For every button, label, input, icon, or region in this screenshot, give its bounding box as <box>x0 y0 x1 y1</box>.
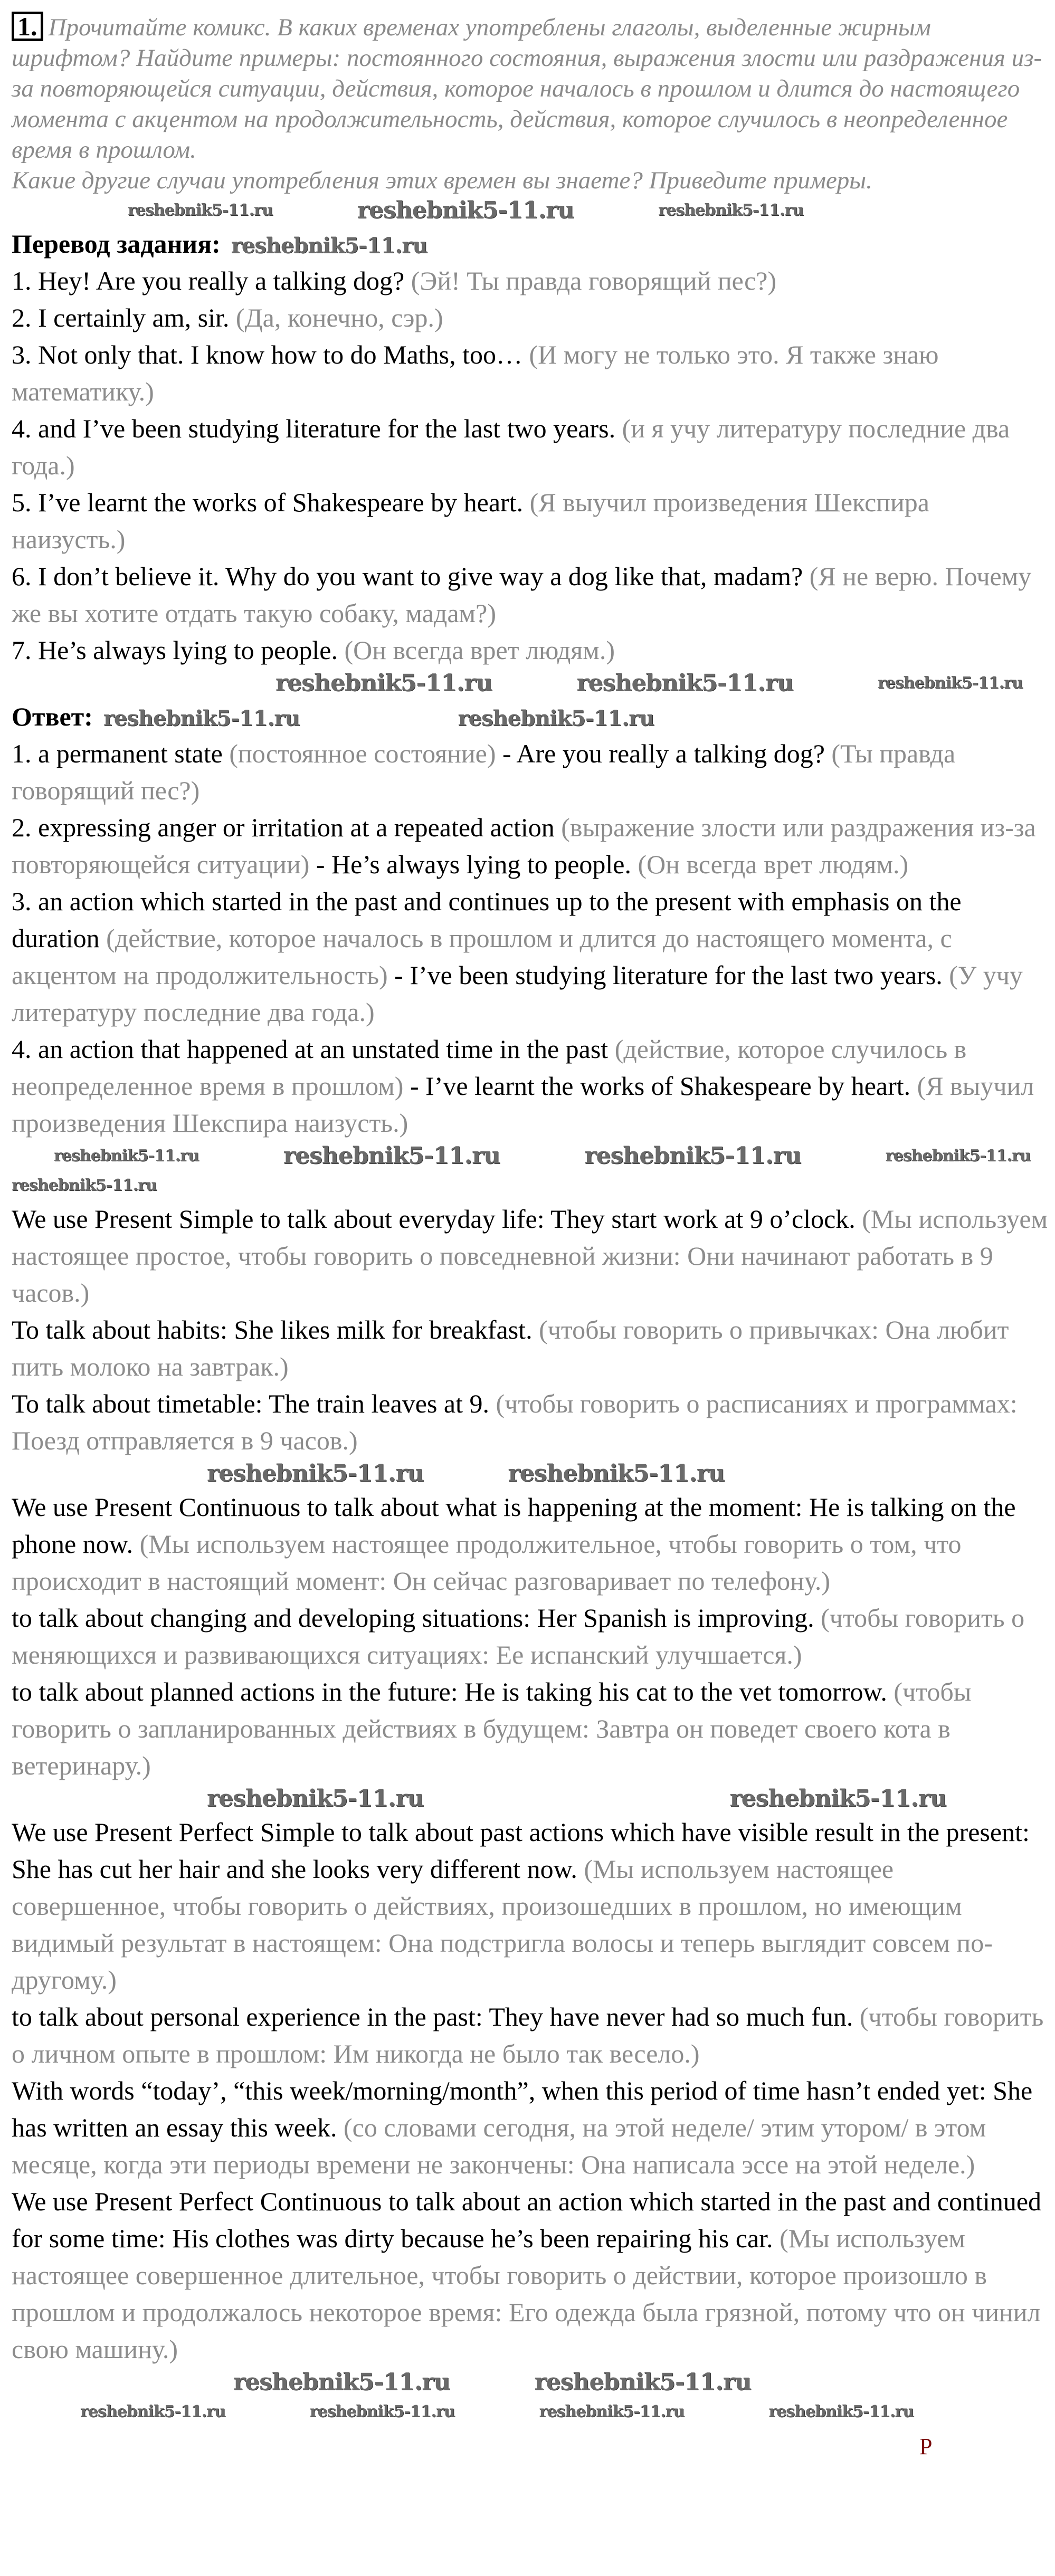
translation-text: (Мы используем настоящее совершенное, чтобы говорить о действиях, произошедших в прошлом, но имеющим видимый результат в настоящем: Она подстригла волосы и теперь выглядит совсем по-другому.) <box>12 1854 993 1995</box>
answer-heading-row <box>12 698 1049 735</box>
paragraph <box>12 883 1049 1031</box>
answer-list <box>12 735 1049 1141</box>
watermark-row <box>12 1141 1049 1200</box>
watermark: reshebnik5-11.ru <box>539 2402 685 2421</box>
watermark: reshebnik5-11.ru <box>207 1460 424 1487</box>
paragraph <box>12 484 1049 558</box>
translation-text: (выражение злости или раздражения из-за повторяющейся ситуации) <box>12 813 1036 879</box>
translation-heading-row <box>12 225 1049 262</box>
translation-text: (Ты правда говорящий пес?) <box>12 739 956 805</box>
watermark: reshebnik5-11.ru <box>576 670 793 697</box>
watermark: reshebnik5-11.ru <box>128 201 273 220</box>
watermark: reshebnik5-11.ru <box>283 1142 500 1169</box>
translation-text: (со словами сегодня, на этой неделе/ этим утором/ в этом месяце, когда эти периоды времени не закончены: Она написала эссе на этой неделе.) <box>12 2113 986 2179</box>
watermark: reshebnik5-11.ru <box>54 1147 199 1165</box>
watermark: reshebnik5-11.ru <box>103 706 300 731</box>
english-text: With words “today’, “this week/morning/month”, when this period of time hasn’t ended yet: She has written an essay this week. <box>12 2076 1033 2142</box>
english-text: We use Present Continuous to talk about what is happening at the moment: He is talking on the phone now. <box>12 1492 1016 1559</box>
english-text: 4. an action that happened at an unstated time in the past <box>12 1034 615 1064</box>
english-text: to talk about planned actions in the future: He is taking his cat to the vet tomorrow. <box>12 1677 894 1706</box>
translation-text: (Я не верю. Почему же вы хотите отдать такую собаку, мадам?) <box>12 561 1032 628</box>
translation-text: (У учу литературу последние два года.) <box>12 960 1023 1027</box>
paragraph <box>12 336 1049 410</box>
english-text: We use Present Simple to talk about everyday life: They start work at 9 o’clock. <box>12 1204 862 1234</box>
watermark: reshebnik5-11.ru <box>729 1785 946 1812</box>
translation-text: (И могу не только это. Я также знаю математику.) <box>12 340 939 406</box>
paragraph <box>12 735 1049 809</box>
watermark: reshebnik5-11.ru <box>508 1460 725 1487</box>
present-simple-section <box>12 1200 1049 1459</box>
translation-text: (Он всегда врет людям.) <box>638 850 909 879</box>
translation-text: (Он всегда врет людям.) <box>344 635 615 665</box>
english-text: - Are you really a talking dog? <box>496 739 832 768</box>
english-text: 1. a permanent state <box>12 739 230 768</box>
translation-text: (чтобы говорить о привычках: Она любит пить молоко на завтрак.) <box>12 1315 1009 1381</box>
paragraph <box>12 809 1049 883</box>
english-text: To talk about timetable: The train leaves at 9. <box>12 1389 496 1418</box>
watermark: reshebnik5-11.ru <box>275 670 492 697</box>
task-text-2: Какие другие случаи употребления этих времен вы знаете? Приведите примеры. <box>12 167 872 194</box>
watermark: reshebnik5-11.ru <box>80 2402 225 2421</box>
translation-text: (Эй! Ты правда говорящий пес?) <box>411 266 777 295</box>
english-text: to talk about personal experience in the past: They have never had so much fun. <box>12 2002 860 2031</box>
english-text: To talk about habits: She likes milk for breakfast. <box>12 1315 539 1344</box>
paragraph <box>12 299 1049 336</box>
watermark-row <box>12 669 1049 698</box>
present-perfect-section <box>12 1814 1049 2368</box>
watermark-row <box>12 1459 1049 1489</box>
translation-text: (Мы используем настоящее совершенное длительное, чтобы говорить о действии, которое произошло в прошлом и продолжалось некоторое время: Его одежда была грязной, потому что он чинил свою машину.) <box>12 2224 1041 2364</box>
translation-list <box>12 262 1049 669</box>
paragraph <box>12 1311 1049 1385</box>
english-text: 7. He’s always lying to people. <box>12 635 345 665</box>
paragraph <box>12 410 1049 484</box>
paragraph <box>12 558 1049 632</box>
english-text: to talk about changing and developing situations: Her Spanish is improving. <box>12 1603 821 1633</box>
english-text: 5. I’ve learnt the works of Shakespeare by heart. <box>12 488 530 517</box>
paragraph <box>12 1489 1049 1599</box>
paragraph <box>12 1385 1049 1459</box>
english-text: 1. Hey! Are you really a talking dog? <box>12 266 411 295</box>
watermark: reshebnik5-11.ru <box>233 2369 450 2396</box>
translation-text: (Я выучил произведения Шекспира наизусть.) <box>12 1071 1034 1138</box>
paragraph <box>12 1998 1049 2072</box>
translation-text: (постоянное состояние) <box>229 739 496 768</box>
watermark: reshebnik5-11.ru <box>584 1142 801 1169</box>
translation-text: (чтобы говорить о расписаниях и программах: Поезд отправляется в 9 часов.) <box>12 1389 1018 1455</box>
watermark: reshebnik5-11.ru <box>458 706 654 731</box>
english-text: - I’ve been studying literature for the last two years. <box>387 960 949 990</box>
english-text: 2. I certainly am, sir. <box>12 303 236 332</box>
paragraph <box>12 1814 1049 1998</box>
english-text: 6. I don’t believe it. Why do you want to give way a dog like that, madam? <box>12 561 810 591</box>
answer-heading: Ответ: <box>12 702 93 731</box>
watermark: reshebnik5-11.ru <box>309 2402 455 2421</box>
watermark: reshebnik5-11.ru <box>768 2402 914 2421</box>
english-text: - He’s always lying to people. <box>309 850 638 879</box>
translation-text: (действие, которое случилось в неопределенное время в прошлом) <box>12 1034 967 1101</box>
watermark: reshebnik5-11.ru <box>207 1785 424 1812</box>
english-text: - I’ve learnt the works of Shakespeare by heart. <box>403 1071 917 1101</box>
translation-text: (Да, конечно, сэр.) <box>235 303 443 332</box>
english-text: 4. and I’ve been studying literature for the last two years. <box>12 414 622 443</box>
paragraph <box>12 1200 1049 1311</box>
translation-text: (чтобы говорить о личном опыте в прошлом: Им никогда не было так весело.) <box>12 2002 1044 2068</box>
watermark: reshebnik5-11.ru <box>357 197 574 224</box>
english-text: 3. an action which started in the past and continues up to the present with emphasis on the duration <box>12 886 962 953</box>
task-statement <box>12 12 1049 196</box>
task-text: Прочитайте комикс. В каких временах употреблены глаголы, выделенные жирным шрифтом? Найдите примеры: постоянного состояния, выражения злости или раздражения из-за повторяющейся ситуации, действия, которое началось в прошлом и длится до настоящего момента с акцентом на продолжительность, действия, которое случилось в неопределенное время в прошлом. <box>12 14 1042 164</box>
paragraph <box>12 2183 1049 2368</box>
watermark-row <box>12 196 1049 225</box>
present-continuous-section <box>12 1489 1049 1784</box>
english-text: 3. Not only that. I know how to do Maths, too… <box>12 340 529 369</box>
watermark-row <box>12 2397 1049 2427</box>
end-mark: P <box>919 2434 933 2459</box>
paragraph <box>12 262 1049 299</box>
watermark-row <box>12 2368 1049 2397</box>
task-number: 1. <box>12 12 43 41</box>
content <box>12 225 1049 2464</box>
english-text: We use Present Perfect Continuous to talk about an action which started in the past and continued for some time: His clothes was dirty because he’s been repairing his car. <box>12 2187 1042 2253</box>
translation-heading: Перевод задания: <box>12 229 221 259</box>
watermark: reshebnik5-11.ru <box>534 2369 751 2396</box>
translation-text: (чтобы говорить о меняющихся и развивающихся ситуациях: Ее испанский улучшается.) <box>12 1603 1025 1669</box>
translation-text: (и я учу литературу последние два года.) <box>12 414 1010 480</box>
paragraph <box>12 1673 1049 1784</box>
english-text: We use Present Perfect Simple to talk about past actions which have visible result in the present: She has cut her hair and she looks very different now. <box>12 1817 1030 1884</box>
paragraph <box>12 632 1049 669</box>
paragraph <box>12 1599 1049 1673</box>
watermark: reshebnik5-11.ru <box>12 1176 157 1195</box>
paragraph <box>12 1031 1049 1141</box>
translation-text: (Мы используем настоящее продолжительное, чтобы говорить о том, что происходит в настоящий момент: Он сейчас разговаривает по телефону.) <box>12 1529 962 1596</box>
translation-text: (чтобы говорить о запланированных действиях в будущем: Завтра он поведет своего кота в ветеринару.) <box>12 1677 972 1780</box>
end-row <box>12 2427 1049 2464</box>
translation-text: (Мы используем настоящее простое, чтобы говорить о повседневной жизни: Они начинают работать в 9 часов.) <box>12 1204 1048 1308</box>
watermark: reshebnik5-11.ru <box>885 1147 1031 1165</box>
watermark: reshebnik5-11.ru <box>231 233 427 258</box>
translation-text: (действие, которое началось в прошлом и длится до настоящего момента, с акцентом на продолжительность) <box>12 923 952 990</box>
english-text: 2. expressing anger or irritation at a repeated action <box>12 813 562 842</box>
watermark-row <box>12 1784 1049 1814</box>
watermark: reshebnik5-11.ru <box>878 674 1023 692</box>
translation-text: (Я выучил произведения Шекспира наизусть.) <box>12 488 929 554</box>
watermark: reshebnik5-11.ru <box>658 201 804 220</box>
paragraph <box>12 2072 1049 2183</box>
